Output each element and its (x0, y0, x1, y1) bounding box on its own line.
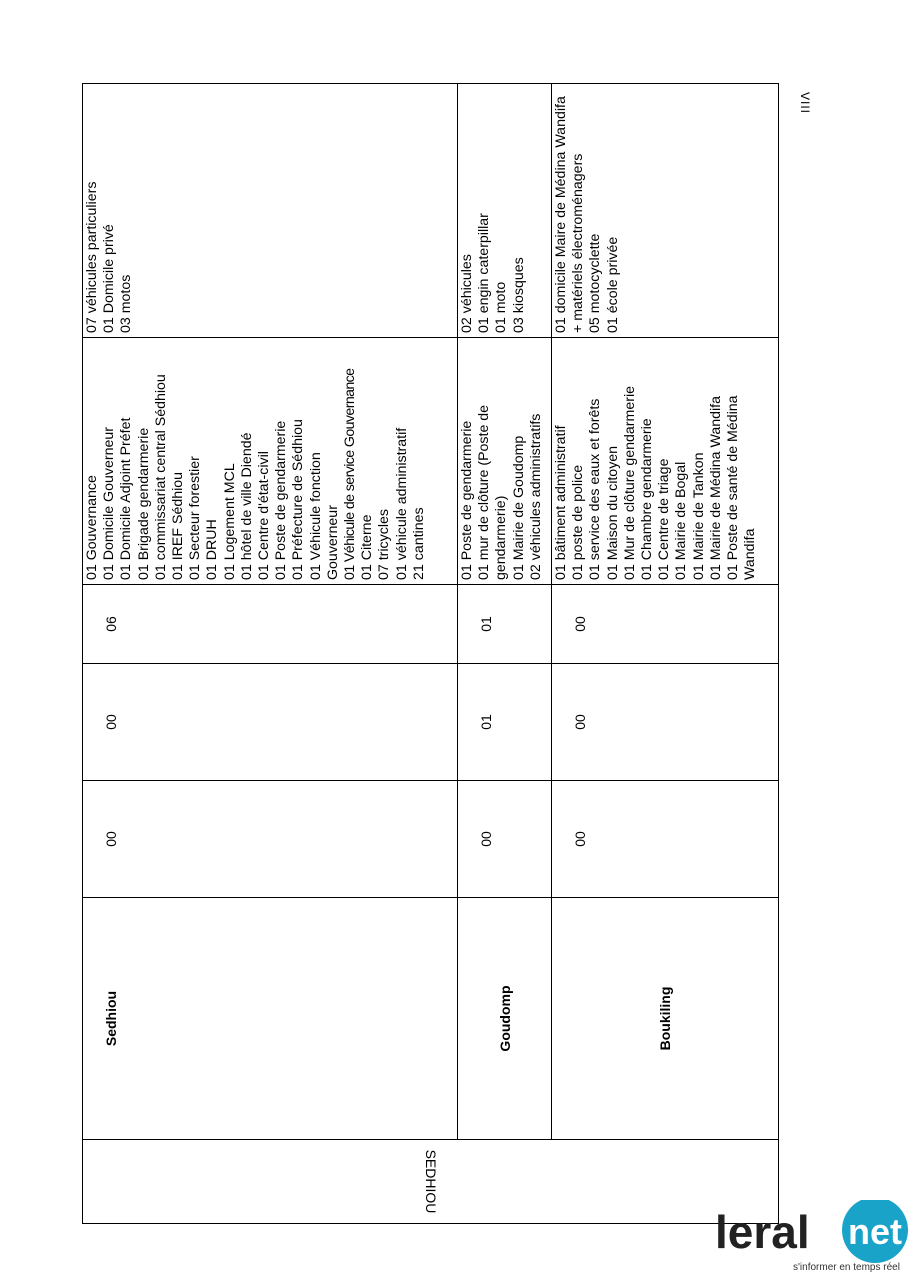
public-damage-list (83, 338, 458, 585)
logo-word-left: leral (715, 1206, 810, 1258)
damage-table (82, 83, 779, 1224)
list-item: 01 Mairie de Bogal (673, 461, 690, 580)
value-cell: 00 (83, 664, 458, 781)
value-cell: 01 (458, 664, 552, 781)
leralnet-logo (713, 1200, 911, 1278)
list-item: 01 engin caterpillar (476, 213, 493, 333)
list-item: 01 Poste de gendarmerie (459, 420, 475, 580)
list-item: 01 poste de police (570, 464, 587, 580)
value-cell: 01 (458, 585, 552, 664)
list-item: 05 motocyclette (587, 233, 604, 333)
list-item: 02 véhicules (459, 254, 475, 333)
list-item: 01 Secteur forestier (187, 456, 204, 580)
value-cell: 00 (552, 664, 779, 781)
list-item: 01 Poste de santé de Médina (725, 395, 742, 580)
list-item: 01 Domicile Adjoint Préfet (118, 417, 135, 580)
list-item: 01 Véhicule fonction (307, 452, 324, 580)
list-item: 02 véhicules administratifs (527, 413, 544, 580)
rotated-table-wrapper (82, 84, 779, 1224)
department-cell: Sedhiou (83, 898, 458, 1140)
table-row (552, 84, 779, 1224)
list-item: 01 Brigade gendarmerie (135, 427, 152, 580)
list-item: 01 Centre d'état-civil (256, 451, 273, 580)
list-item: Gouverneur (324, 505, 341, 580)
list-item: 03 kiosques (510, 257, 527, 333)
list-item: 01 Mairie de Tankon (690, 452, 707, 580)
value-cell: 00 (83, 781, 458, 898)
list-item: 01 Véhicule de service Gouvernance (342, 368, 359, 580)
list-item: 01 moto (493, 281, 510, 333)
list-item: 01 Gouvernance (84, 475, 100, 580)
logo-tagline: s'informer en temps réel (793, 1262, 900, 1273)
list-item: 01 bâtiment administratif (553, 425, 569, 580)
table-row (458, 84, 552, 1224)
list-item: 01 Logement MCL (221, 463, 238, 580)
department-cell: Goudomp (458, 898, 552, 1140)
list-item: gendarmerie) (493, 495, 510, 580)
list-item: + matériels électroménagers (570, 153, 587, 333)
list-item: 01 Mairie de Goudomp (510, 435, 527, 580)
list-item: 01 Préfecture de Sédhiou (290, 419, 307, 580)
list-item: 01 Domicile Gouverneur (101, 427, 118, 580)
public-damage-list (552, 338, 779, 585)
page-number: VIII (798, 92, 812, 115)
private-damage-list (552, 84, 779, 338)
value-cell: 00 (458, 781, 552, 898)
list-item: 01 service des eaux et forêts (587, 398, 604, 580)
region-label: SEDHIOU (422, 1149, 439, 1214)
list-item: 01 Mur de clôture gendarmerie (621, 386, 638, 580)
list-item: 21 cantines (410, 507, 427, 580)
private-damage-list (458, 84, 552, 338)
list-item: 07 véhicules particuliers (84, 181, 100, 333)
list-item: 01 mur de clôture (Poste de (476, 404, 493, 580)
private-damage-list (83, 84, 458, 338)
list-item: 01 véhicule administratif (393, 427, 410, 580)
list-item: 03 motos (118, 274, 135, 333)
value-cell: 00 (552, 585, 779, 664)
list-item: 01 école privée (604, 236, 621, 333)
list-item: 01 domicile Maire de Médina Wandifa (553, 96, 569, 333)
department-cell: Boukiling (552, 898, 779, 1140)
list-item: 01 Domicile privé (101, 224, 118, 333)
list-item: 01 DRUH (204, 519, 221, 580)
logo-word-right: net (848, 1211, 902, 1252)
value-cell: 00 (552, 781, 779, 898)
list-item: 01 Citerne (359, 514, 376, 580)
public-damage-list (458, 338, 552, 585)
list-item: 01 hôtel de ville Diendé (238, 432, 255, 580)
list-item: 01 Chambre gendarmerie (639, 418, 656, 580)
value-cell: 06 (83, 585, 458, 664)
list-item: 07 tricycles (376, 509, 393, 580)
region-cell (83, 1140, 779, 1224)
list-item: 01 commissariat central Sédhiou (152, 374, 169, 580)
table-row (83, 84, 458, 1224)
list-item: Wandifa (742, 528, 759, 580)
list-item: 01 Mairie de Médina Wandifa (707, 395, 724, 580)
list-item: 01 Maison du citoyen (604, 445, 621, 580)
list-item: 01 Centre de triage (656, 458, 673, 580)
logo-graphic (713, 1200, 911, 1278)
list-item: 01 Poste de gendarmerie (273, 420, 290, 580)
list-item: 01 IREF Sédhiou (170, 471, 187, 580)
